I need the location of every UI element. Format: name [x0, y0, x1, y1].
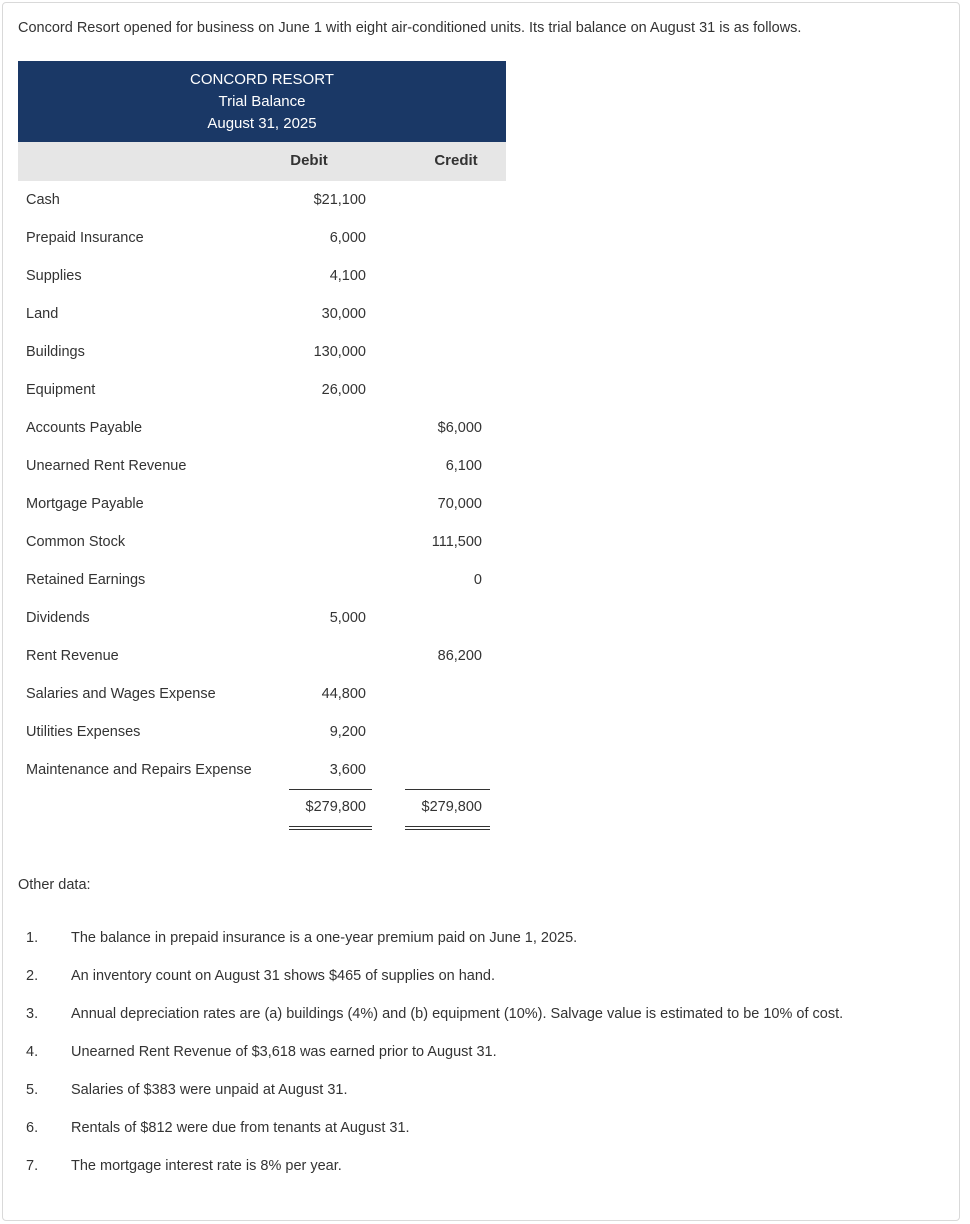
list-item-number: 7. [26, 1158, 39, 1174]
statement-name: Trial Balance [218, 93, 306, 110]
debit-amount: 44,800 [321, 686, 366, 702]
table-row [18, 181, 506, 219]
other-data-list [18, 930, 948, 1196]
statement-date: August 31, 2025 [207, 115, 317, 132]
table-row [18, 599, 506, 637]
list-item-number: 6. [26, 1120, 39, 1136]
list-item-text: Salaries of $383 were unpaid at August 31. [71, 1082, 348, 1098]
account-name: Accounts Payable [26, 420, 143, 436]
credit-column-header: Credit [434, 152, 478, 169]
account-name: Retained Earnings [26, 572, 146, 588]
table-row [18, 751, 506, 789]
account-name: Common Stock [26, 534, 126, 550]
table-row [18, 523, 506, 561]
list-item-text: The mortgage interest rate is 8% per year. [71, 1158, 342, 1174]
list-item-text: Rentals of $812 were due from tenants at August 31. [71, 1120, 410, 1136]
credit-amount: 0 [473, 572, 482, 588]
credit-amount: 6,100 [445, 458, 482, 474]
table-row [18, 333, 506, 371]
account-name: Dividends [26, 610, 90, 626]
debit-amount: 3,600 [329, 762, 366, 778]
debit-amount: 30,000 [321, 306, 366, 322]
list-item [18, 1006, 948, 1044]
debit-amount: 5,000 [329, 610, 366, 626]
list-item-text: An inventory count on August 31 shows $465 of supplies on hand. [71, 968, 496, 984]
table-row [18, 295, 506, 333]
list-item [18, 968, 948, 1006]
list-item [18, 1120, 948, 1158]
table-row [18, 485, 506, 523]
account-name: Land [26, 306, 59, 322]
table-row [18, 561, 506, 599]
account-name: Prepaid Insurance [26, 230, 144, 246]
account-name: Rent Revenue [26, 648, 119, 664]
debit-amount: 26,000 [321, 382, 366, 398]
intro-text: Concord Resort opened for business on June 1 with eight air-conditioned units. Its trial balance on August 31 is as follows. [18, 20, 802, 36]
debit-amount: $21,100 [313, 192, 366, 208]
table-row [18, 637, 506, 675]
total-debit: $279,800 [305, 799, 366, 815]
list-item [18, 1044, 948, 1082]
column-header-row [18, 142, 506, 181]
total-credit: $279,800 [421, 799, 482, 815]
credit-amount: 70,000 [437, 496, 482, 512]
account-name: Maintenance and Repairs Expense [26, 762, 252, 778]
debit-column-header: Debit [290, 152, 328, 169]
account-name: Cash [26, 192, 60, 208]
debit-amount: 9,200 [329, 724, 366, 740]
list-item-number: 4. [26, 1044, 39, 1060]
account-name: Utilities Expenses [26, 724, 141, 740]
account-name: Unearned Rent Revenue [26, 458, 187, 474]
account-name: Salaries and Wages Expense [26, 686, 216, 702]
credit-amount: 111,500 [431, 534, 482, 550]
trial-balance-rows [18, 181, 506, 789]
list-item-text: Unearned Rent Revenue of $3,618 was earned prior to August 31. [71, 1044, 497, 1060]
credit-total-underline [405, 789, 490, 790]
list-item [18, 1082, 948, 1120]
credit-amount: $6,000 [437, 420, 482, 436]
table-row [18, 257, 506, 295]
list-item-number: 1. [26, 930, 39, 946]
table-row [18, 675, 506, 713]
debit-amount: 6,000 [329, 230, 366, 246]
list-item-number: 5. [26, 1082, 39, 1098]
trial-balance-header [18, 61, 506, 142]
account-name: Supplies [26, 268, 82, 284]
account-name: Mortgage Payable [26, 496, 144, 512]
other-data-label: Other data: [18, 877, 91, 893]
credit-amount: 86,200 [437, 648, 482, 664]
account-name: Buildings [26, 344, 85, 360]
table-row [18, 409, 506, 447]
list-item [18, 930, 948, 968]
account-name: Equipment [26, 382, 96, 398]
table-row [18, 713, 506, 751]
list-item-text: The balance in prepaid insurance is a one-year premium paid on June 1, 2025. [71, 930, 578, 946]
debit-double-underline [289, 826, 372, 830]
list-item-number: 2. [26, 968, 39, 984]
list-item [18, 1158, 948, 1196]
table-row [18, 219, 506, 257]
credit-double-underline [405, 826, 490, 830]
totals-row [18, 799, 506, 819]
company-name: CONCORD RESORT [190, 71, 334, 88]
debit-amount: 4,100 [329, 268, 366, 284]
list-item-number: 3. [26, 1006, 39, 1022]
list-item-text: Annual depreciation rates are (a) buildings (4%) and (b) equipment (10%). Salvage value is estimated to be 10% of cost. [71, 1006, 844, 1022]
table-row [18, 371, 506, 409]
table-row [18, 447, 506, 485]
debit-amount: 130,000 [313, 344, 366, 360]
debit-total-underline [289, 789, 372, 790]
